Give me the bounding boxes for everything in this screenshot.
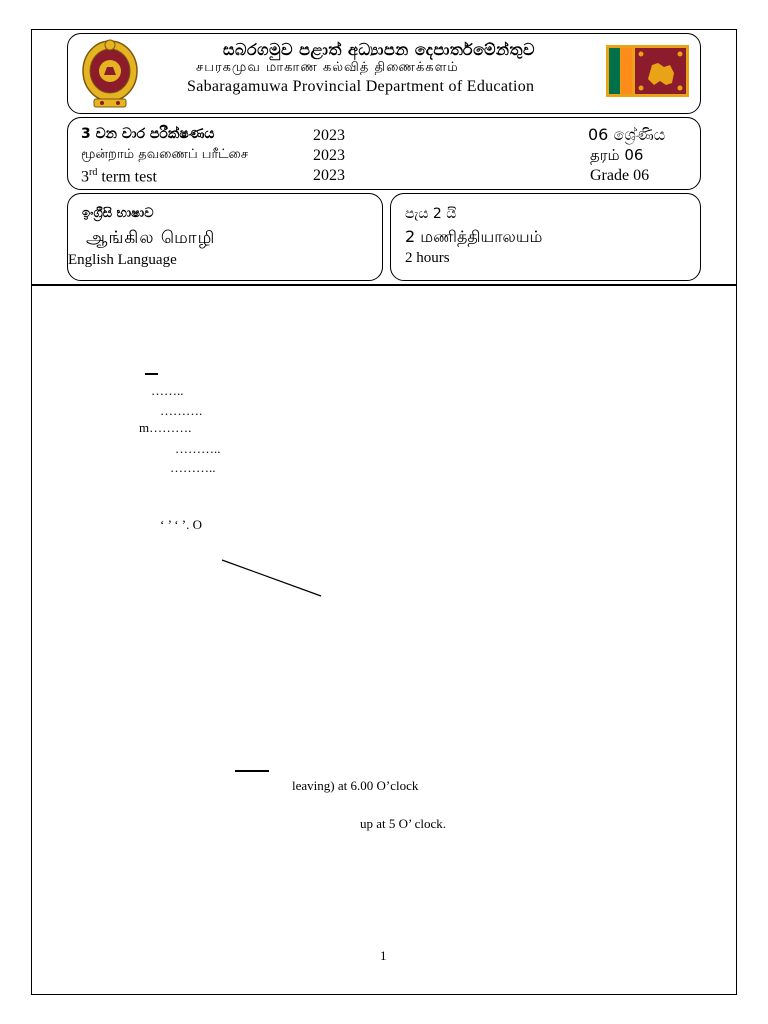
- grade-label-tamil: தரம் 06: [590, 146, 644, 164]
- department-title-tamil: சபரகமுவ மாகாண கல்வித் திணைக்களம்: [196, 60, 459, 75]
- term-label-english: [81, 168, 157, 185]
- department-title-sinhala: සබරගමුව පළාත් අධ්‍යාපන දෙපාර්තමේන්තුව: [223, 40, 535, 59]
- header-divider: [31, 284, 737, 286]
- answer-dots-4: ………..: [175, 441, 221, 456]
- duration-sinhala: පැය 2 යි: [405, 206, 457, 222]
- subject-tamil: ஆங்கில மொழி: [86, 228, 216, 248]
- department-title-english: Sabaragamuwa Provincial Department of Education: [187, 78, 535, 95]
- subject-english: English Language: [68, 252, 177, 268]
- answer-dots-2: ……….: [160, 403, 203, 418]
- year-sinhala-row: 2023: [313, 127, 345, 144]
- sri-lanka-flag-icon: [606, 45, 689, 97]
- answer-dots-3: m……….: [139, 420, 192, 435]
- term-ordinal-suffix: rd: [89, 167, 98, 178]
- year-tamil-row: 2023: [313, 147, 345, 164]
- answer-dots-5: ………..: [170, 460, 216, 475]
- sentence-fragment-up: up at 5 O’ clock.: [360, 816, 447, 831]
- blank-line: [145, 373, 158, 375]
- answer-dots-1: ……..: [151, 383, 184, 398]
- year-english-row: 2023: [313, 167, 345, 184]
- grade-label-english: Grade 06: [590, 167, 650, 184]
- term-label-tamil: மூன்றாம் தவணைப் பரீட்சை: [81, 147, 249, 162]
- grade-label-sinhala: 06 ශ්‍රේණිය: [588, 125, 666, 144]
- term-number: 3: [81, 168, 89, 186]
- duration-english: 2 hours: [405, 250, 450, 266]
- subject-sinhala: ඉංග්‍රීසි භාෂාව: [82, 206, 154, 221]
- page-number: 1: [380, 948, 387, 963]
- sri-lanka-emblem-icon: [80, 37, 140, 110]
- term-text: term test: [97, 168, 157, 186]
- blank-line-2: [235, 770, 269, 772]
- quote-fragment: ‘ ’ ‘ ’. O: [160, 517, 202, 532]
- term-label-sinhala: 3 වන වාර පරීක්ෂණය: [81, 126, 215, 142]
- duration-tamil: 2 மணித்தியாலயம்: [405, 227, 543, 246]
- sentence-fragment-leaving: leaving) at 6.00 O’clock: [292, 778, 419, 793]
- diagonal-line: [220, 558, 324, 598]
